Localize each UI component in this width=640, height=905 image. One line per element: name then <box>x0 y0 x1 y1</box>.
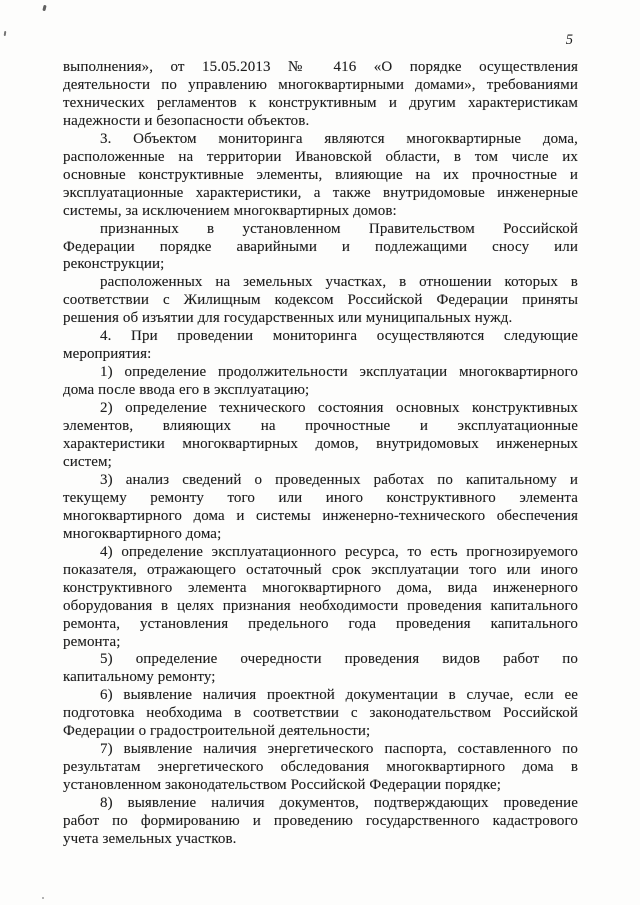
text-line: характеристики многоквартирных домов, внутридомовых инженерных <box>63 436 578 453</box>
scan-speck <box>4 31 7 36</box>
scan-speck <box>42 5 46 12</box>
text-line: системы, за исключением многоквартирных домов: <box>63 202 397 219</box>
text-line: 4. При проведении мониторинга осуществляются следующие <box>100 328 578 345</box>
text-line: учета земельных участков. <box>63 830 237 847</box>
text-line: признанных в установленном Правительством Российской <box>100 220 578 237</box>
text-line: 1) определение продолжительности эксплуатации многоквартирного <box>100 364 578 381</box>
text-line: технических регламентов к конструктивным и другим характеристикам <box>63 94 578 111</box>
paragraph <box>63 544 578 652</box>
text-line: результатам энергетического обследования многоквартирного дома в <box>63 759 578 776</box>
text-line: Федерации о градостроительной деятельности; <box>63 723 371 740</box>
text-line: капитальному ремонту; <box>63 669 216 686</box>
text-line: 7) выявление наличия энергетического паспорта, составленного по <box>100 741 578 758</box>
text-line: оборудования в целях признания необходимости проведения капитального <box>63 597 578 614</box>
paragraph <box>63 472 578 544</box>
text-line: 5) определение очередности проведения видов работ по <box>100 651 578 668</box>
text-line: эксплуатационные характеристики, а также внутридомовые инженерные <box>63 184 578 201</box>
text-line: работ по формированию и проведению государственного кадастрового <box>63 813 578 830</box>
text-line: многоквартирного дома; <box>63 525 222 542</box>
paragraph <box>63 795 578 849</box>
document-text <box>63 59 578 849</box>
paragraph <box>63 364 578 400</box>
text-line: текущему ремонту того или иного конструктивного элемента <box>63 489 578 506</box>
paragraph <box>63 687 578 741</box>
page-number: 5 <box>565 32 573 48</box>
text-line: мероприятия: <box>63 346 152 363</box>
text-line: систем; <box>63 453 112 470</box>
paragraph <box>63 400 578 472</box>
text-line: ремонта, установления предельного года проведения капитального <box>63 615 578 632</box>
text-line: элементов, влияющих на прочностные и эксплуатационные <box>63 418 578 435</box>
scan-speck <box>42 897 44 899</box>
text-line: установленном законодательством Российской Федерации порядке; <box>63 777 502 794</box>
paragraph <box>63 221 578 275</box>
text-line: реконструкции; <box>63 256 165 273</box>
text-line: выполнения», от 15.05.2013 № 416 «О порядке осуществления <box>63 59 578 75</box>
text-line: дома после ввода его в эксплуатацию; <box>63 382 310 399</box>
paragraph <box>63 328 578 364</box>
paragraph <box>63 131 578 221</box>
paragraph <box>63 274 578 328</box>
text-line: соответствии с Жилищным кодексом Российской Федерации приняты <box>63 292 578 309</box>
text-line: решения об изъятии для государственных или муниципальных нужд. <box>63 310 513 327</box>
text-line: деятельности по управлению многоквартирными домами», требованиями <box>63 76 578 93</box>
text-line: конструктивного элемента многоквартирного дома, вида инженерного <box>63 579 578 596</box>
paragraph <box>63 651 578 687</box>
paragraph <box>63 741 578 795</box>
text-line: надежности и безопасности объектов. <box>63 112 310 129</box>
text-line: 3. Объектом мониторинга являются многоквартирные дома, <box>100 130 578 147</box>
text-line: расположенных на земельных участках, в отношении которых в <box>100 274 578 291</box>
text-line: 2) определение технического состояния основных конструктивных <box>100 400 578 417</box>
text-line: Федерации порядке аварийными и подлежащими сносу или <box>63 238 578 255</box>
paragraph <box>63 59 578 131</box>
text-line: 8) выявление наличия документов, подтверждающих проведение <box>100 795 578 812</box>
text-line: 6) выявление наличия проектной документации в случае, если ее <box>100 687 578 704</box>
text-line: основные конструктивные элементы, влияющие на их прочностные и <box>63 166 578 183</box>
text-line: подготовка необходима в соответствии с законодательством Российской <box>63 705 578 722</box>
text-line: 3) анализ сведений о проведенных работах по капитальному и <box>100 471 578 488</box>
text-line: 4) определение эксплуатационного ресурса, то есть прогнозируемого <box>100 543 578 560</box>
text-line: показателя, отражающего остаточный срок эксплуатации того или иного <box>63 561 578 578</box>
text-line: многоквартирного дома и системы инженерно-технического обеспечения <box>63 507 578 524</box>
text-line: ремонта; <box>63 633 121 650</box>
text-line: расположенные на территории Ивановской области, в том числе их <box>63 148 578 165</box>
